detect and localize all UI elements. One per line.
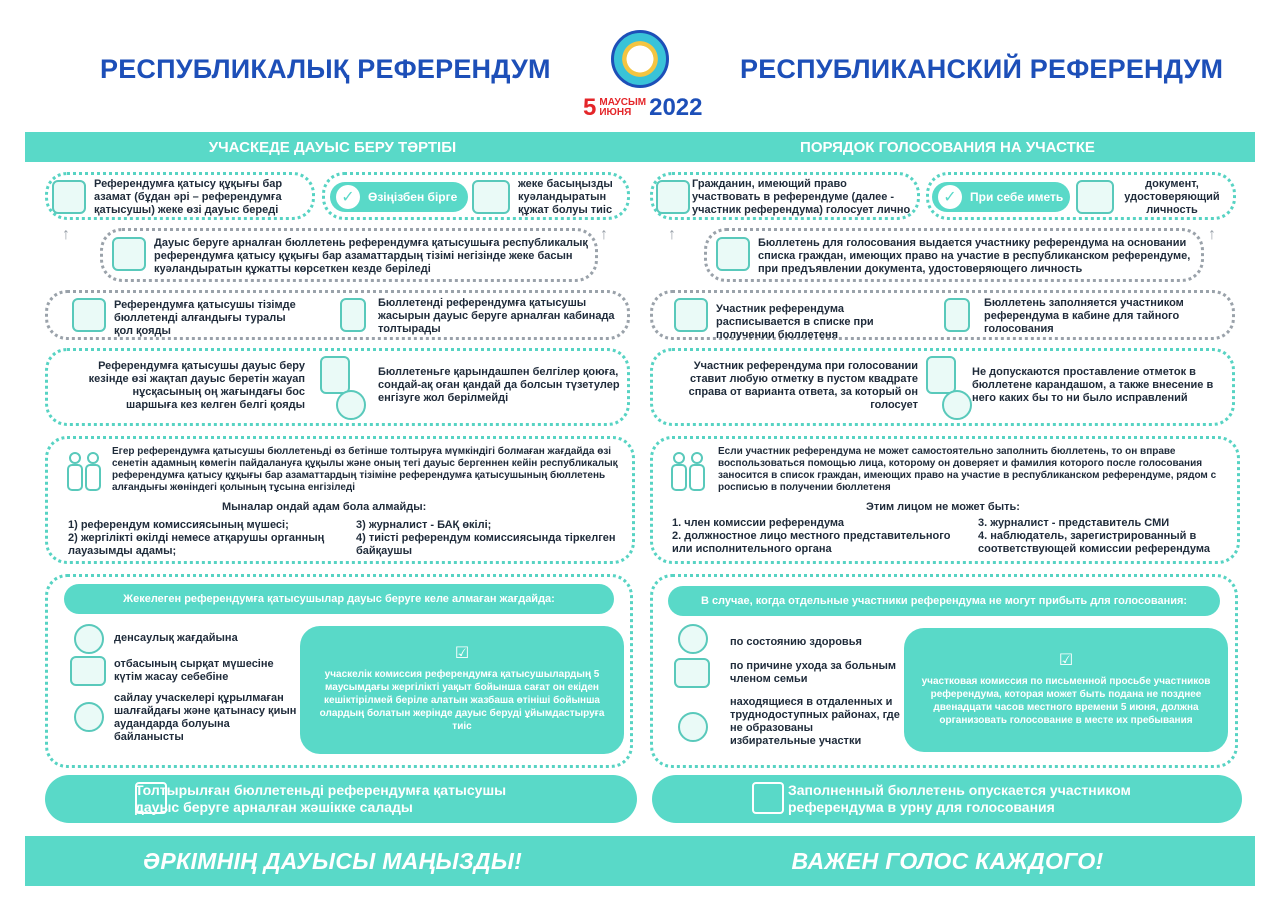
heart-icon xyxy=(74,624,104,654)
checkmark-icon: ✓ xyxy=(336,185,360,209)
left-b6-reason-3: сайлау учаскелері құрылмаған шалғайдағы және қатынасу қиын аудандарда болуына байланысты xyxy=(114,692,297,743)
document-list-icon xyxy=(716,237,750,271)
left-b5-item-1: 1) референдум комиссиясының мүшесі; xyxy=(68,519,289,531)
arrow-up-right-icon: ↑ xyxy=(1208,226,1216,243)
bed-icon xyxy=(674,658,710,688)
left-b7-box xyxy=(45,775,637,823)
right-b4-a: Участник референдума при голосовании ставит любую отметку в пустом квадрате справа от варианта ответа, за который он голосует xyxy=(688,360,918,411)
right-b5-item-4: 4. наблюдатель, зарегистрированный в соответствующей комиссии референдума xyxy=(978,530,1210,555)
arrow-up-right-icon: ↑ xyxy=(600,226,608,243)
right-b7-box xyxy=(652,775,1242,823)
date-month-ru: ИЮНЯ xyxy=(599,107,632,118)
ballot-box-icon xyxy=(752,782,784,814)
left-b6-panel-text: учаскелік комиссия референдумға қатысушылардың 5 маусымдағы жергілікті уақыт бойынша сағат он екіден кешіктірілмей берілe алатын жазбаша өтініші бойынша олардың болатын жерінде дауыс беруді ұйымдастыруға тиіс xyxy=(319,669,605,732)
left-b7-text: Толтырылған бюллетеньді референдумға қатысушы дауыс беруге арналған жәшікке салады xyxy=(135,782,507,815)
location-icon xyxy=(678,712,708,742)
right-b5-subhead: Этим лицом не может быть: xyxy=(866,501,1020,513)
left-b4-a: Референдумға қатысушы дауыс беру кезінде өзі жақтап дауыс беретін жауап нұсқасының оң жағындағы бос шаршыға кез келген белгі қояды xyxy=(88,360,305,411)
left-b5-text: Егер референдумға қатысушы бюллетеньді өз бетінше толтыруға мүмкіндігі болмаған жағдайда өзі сенетін адамның көмегін пайдалануға құқылы және оның тегі дауыс бергеннен кейін республикалық референдумға қатысу құқығы бар азаматтардың тізіміне референдумға қатысушының бюллетень алғандығы жөніндегі қолының тұсына енгізіледі xyxy=(112,446,618,493)
document-list-icon xyxy=(112,237,146,271)
title-ru: РЕСПУБЛИКАНСКИЙ РЕФЕРЕНДУМ xyxy=(740,54,1224,84)
right-b5-item-1: 1. член комиссии референдума xyxy=(672,517,845,529)
pencil-icon xyxy=(942,390,972,420)
section-title-right: ПОРЯДОК ГОЛОСОВАНИЯ НА УЧАСТКЕ xyxy=(800,138,1095,156)
right-b3-b: Бюллетень заполняется участником референдума в кабине для тайного голосования xyxy=(984,297,1184,335)
ballot-icon xyxy=(926,356,956,394)
right-b3-a: Участник референдума расписывается в списке при получении бюллетеня xyxy=(716,303,874,341)
left-b6-panel xyxy=(300,626,624,754)
left-b6-head: Жекелеген референдумға қатысушылар дауыс беруге келе алмаған жағдайда: xyxy=(64,584,614,614)
left-b1-doc: жеке басыңызды куәландыратын құжат болуы тиіс xyxy=(518,178,613,216)
right-b1-text: Гражданин, имеющий право участвовать в референдуме (далее - участник референдума) голосует лично xyxy=(692,178,911,216)
id-card-icon xyxy=(1076,180,1114,214)
right-b4-b: Не допускаются проставление отметок в бюллетене карандашом, а также внесение в него каких бы то ни было исправлений xyxy=(972,366,1214,404)
checkbox-icon: ☑ xyxy=(1058,651,1074,669)
left-b3-a: Референдумға қатысушы тізімде бюллетенді алғандығы туралы қол қояды xyxy=(114,299,296,337)
left-b6-reason-2: отбасының сырқат мүшесіне күтім жасау себебіне xyxy=(114,658,274,683)
right-b7-text: Заполненный бюллетень опускается участником референдума в урну для голосования xyxy=(788,782,1131,815)
right-b1-pill xyxy=(932,182,1070,212)
right-b6-reason-1: по состоянию здоровья xyxy=(730,636,862,648)
right-b5-item-3: 3. журналист - представитель СМИ xyxy=(978,517,1170,529)
arrow-up-left-icon: ↑ xyxy=(668,226,676,243)
right-b5-text: Если участник референдума не может самостоятельно заполнить бюллетень, то он вправе воспользоваться помощью лица, которому он доверяет и фамилия которого после голосования заносится в список граждан, имеющих право на участие в республиканском референдуме, рядом с росписью в получении бюллетеня xyxy=(718,446,1217,493)
right-b2-text: Бюллетень для голосования выдается участнику референдума на основании списка граждан, имеющих право на участие в республиканском референдуме, при предъявлении документа, удостоверяющего личность xyxy=(758,237,1191,275)
section-title-left: УЧАСКЕДЕ ДАУЫС БЕРУ ТӘРТІБІ xyxy=(208,138,457,156)
people-icon xyxy=(64,450,104,492)
bed-icon xyxy=(70,656,106,686)
left-b4-b: Бюллетеньге қарындашпен белгілер қоюға, сондай-ақ оған қандай да болсын түзетулер енгізуге жол берілмейді xyxy=(378,366,620,404)
date-day: 5 xyxy=(583,94,597,121)
booth-icon xyxy=(944,298,970,332)
left-b2-text: Дауыс беруге арналған бюллетень референдумға қатысушыға республикалық референдумға қатысу құқығы бар азаматтардың тізімі негізінде жеке басын куәландыратын құжатты көрсеткен кезде беріледі xyxy=(154,237,588,275)
left-b1-pill-label: Өзіңізбен бірге xyxy=(368,190,458,204)
title-kz: РЕСПУБЛИКАЛЫҚ РЕФЕРЕНДУМ xyxy=(100,54,551,84)
location-icon xyxy=(74,702,104,732)
date-year: 2022 xyxy=(649,94,703,121)
ballot-icon xyxy=(320,356,350,394)
right-b5-item-2: 2. должностное лицо местного представительного или исполнительного органа xyxy=(672,530,951,555)
signature-icon xyxy=(72,298,106,332)
date-month-kz: МАУСЫМ xyxy=(599,97,647,108)
referendum-date xyxy=(583,94,702,122)
footer-bar xyxy=(25,836,1255,886)
booth-icon xyxy=(340,298,366,332)
pencil-icon xyxy=(336,390,366,420)
footer-left: ӘРКІМНІҢ ДАУЫСЫ МАҢЫЗДЫ! xyxy=(142,847,523,874)
checkbox-icon: ☑ xyxy=(454,645,470,662)
right-b6-head: В случае, когда отдельные участники референдума не могут прибыть для голосования: xyxy=(668,586,1220,616)
checkmark-icon: ✓ xyxy=(938,185,962,209)
left-b5-item-3: 3) журналист - БАҚ өкілі; xyxy=(356,519,492,531)
heart-icon xyxy=(678,624,708,654)
ballot-box-icon xyxy=(135,782,167,814)
right-b6-reason-2: по причине ухода за больным членом семьи xyxy=(730,660,896,685)
calendar-icon xyxy=(52,180,86,214)
left-b3-b: Бюллетенді референдумға қатысушы жасырын дауыс беруге арналған кабинада толтырады xyxy=(378,297,615,335)
right-b6-panel-text: участковая комиссия по письменной просьбе участников референдума, которая может быть подана не позднее двенадцати часов местного времени 5 июня, должна организовать голосование в месте их пребывания xyxy=(921,675,1211,726)
left-b1-pill xyxy=(330,182,468,212)
right-b6-reason-3: находящиеся в отдаленных и труднодоступных районах, где не образованы избирательные участки xyxy=(730,696,900,747)
arrow-up-left-icon: ↑ xyxy=(62,226,70,243)
right-b1-pill-label: При себе иметь xyxy=(970,190,1064,204)
left-b5-item-4: 4) тиісті референдум комиссиясында тіркелген байқаушы xyxy=(356,532,616,557)
right-b6-panel xyxy=(904,628,1228,752)
section-head-bar xyxy=(25,132,1255,162)
calendar-icon xyxy=(656,180,690,214)
emblem-icon xyxy=(611,30,669,88)
left-b6-reason-1: денсаулық жағдайына xyxy=(114,632,238,644)
left-b5-subhead: Мыналар ондай адам бола алмайды: xyxy=(222,501,427,513)
id-card-icon xyxy=(472,180,510,214)
footer-right: ВАЖЕН ГОЛОС КАЖДОГО! xyxy=(791,847,1104,874)
right-b1-doc: документ, удостоверяющий личность xyxy=(1124,178,1220,216)
people-icon xyxy=(668,450,708,492)
left-b5-item-2: 2) жергілікті өкілді немесе атқарушы органның лауазымды адамы; xyxy=(68,532,325,557)
signature-icon xyxy=(674,298,708,332)
left-b1-text: Референдумға қатысу құқығы бар азамат (бұдан әрі – референдумға қатысушы) жеке өзі дауыс береді xyxy=(94,178,283,216)
